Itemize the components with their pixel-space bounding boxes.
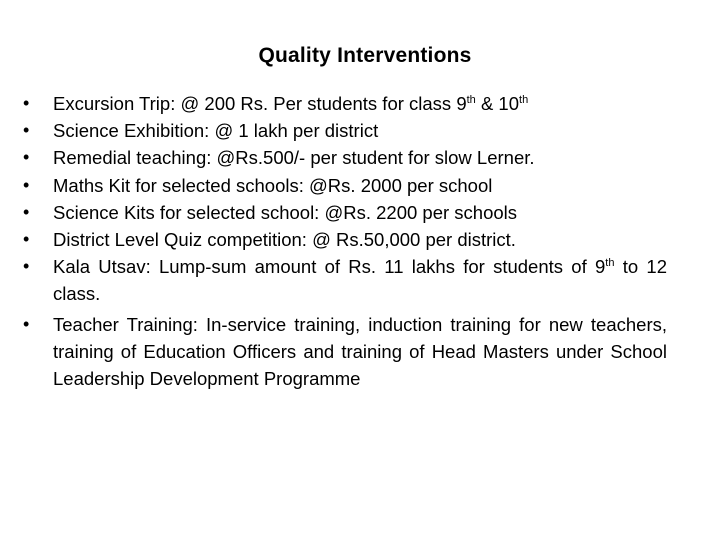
bullet-icon: • (23, 229, 30, 250)
superscript: th (519, 94, 529, 106)
list-item-maths-kit (23, 172, 667, 199)
item-text: Excursion Trip: @ 200 Rs. Per students for class 9 (53, 93, 467, 114)
item-text: Kala Utsav: Lump-sum amount of Rs. 11 lakhs for students of 9 (53, 256, 606, 278)
bullet-icon: • (23, 201, 30, 222)
bullet-list (23, 90, 667, 392)
list-item-excursion-trip (23, 90, 667, 117)
bullet-icon: • (23, 93, 30, 113)
item-text: Remedial teaching: @Rs.500/- per student for slow Lerner. (53, 147, 535, 169)
item-text-cont: to 12 class. (53, 256, 667, 305)
list-item-quiz-competition (23, 226, 667, 253)
superscript: th (605, 257, 615, 270)
item-text: Maths Kit for selected schools: @Rs. 2000 per school (53, 174, 493, 196)
list-item-kala-utsav (23, 253, 667, 307)
bullet-icon: • (23, 120, 30, 141)
bullet-icon: • (23, 174, 30, 195)
item-text: Science Exhibition: @ 1 lakh per district (53, 120, 379, 142)
list-item-remedial-teaching (23, 144, 667, 171)
list-item-teacher-training (23, 311, 667, 393)
item-text-cont: & 10 (475, 93, 520, 114)
list-item-science-exhibition (23, 117, 667, 144)
item-text: District Level Quiz competition: @ Rs.50,000 per district. (53, 229, 516, 251)
slide-title: Quality Interventions (258, 44, 472, 67)
list-item-science-kits (23, 199, 667, 226)
bullet-icon: • (23, 147, 30, 168)
item-text: Science Kits for selected school: @Rs. 2200 per schools (53, 201, 518, 223)
bullet-icon: • (23, 256, 30, 277)
bullet-icon: • (23, 313, 30, 334)
item-text: Teacher Training: In-service training, induction training for new teachers, training of Education Officers and training of Head Masters under School Leadership Development Programme (53, 313, 667, 390)
superscript: th (466, 94, 476, 106)
